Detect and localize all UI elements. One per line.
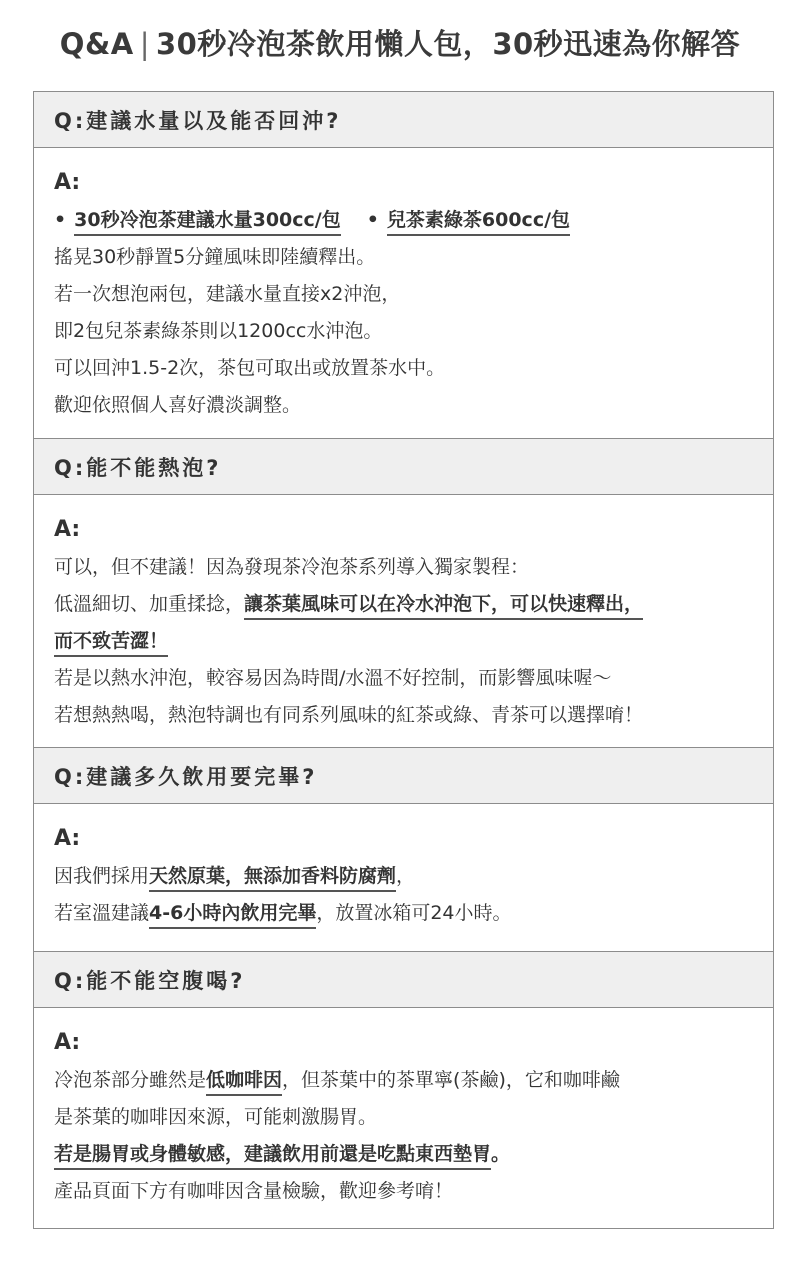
answer-line: 低溫細切、加重揉捻，讓茶葉風味可以在冷水沖泡下，可以快速釋出，	[54, 586, 753, 623]
answer-hot-brew	[34, 495, 773, 748]
answer-line: 即2包兒茶素綠茶則以1200cc水沖泡。	[54, 320, 383, 342]
answer-label: A:	[54, 1030, 81, 1055]
answer-label: A:	[54, 826, 81, 851]
highlight-text: 讓茶葉風味可以在冷水沖泡下，可以快速釋出，	[244, 593, 643, 620]
title-text: 30秒冷泡茶飲用懶人包，30秒迅速為你解答	[155, 27, 741, 61]
answer-line: 是茶葉的咖啡因來源，可能刺激腸胃。	[54, 1106, 378, 1128]
answer-line: 歡迎依照個人喜好濃淡調整。	[54, 394, 302, 416]
bullet-item: • 30秒冷泡茶建議水量300cc/包	[54, 202, 341, 239]
highlight-text: 低咖啡因	[206, 1069, 282, 1096]
question-water-amount: Q:建議水量以及能否回沖?	[34, 92, 773, 148]
answer-line: 若一次想泡兩包，建議水量直接x2沖泡，	[54, 283, 401, 305]
answer-label: A:	[54, 170, 81, 195]
highlight-text: 而不致苦澀！	[54, 630, 168, 657]
answer-line: 因我們採用天然原葉，無添加香料防腐劑，	[54, 858, 753, 895]
answer-label: A:	[54, 517, 81, 542]
answer-line: 若室溫建議4-6小時內飲用完畢，放置冰箱可24小時。	[54, 895, 753, 932]
answer-line: 若是腸胃或身體敏感，建議飲用前還是吃點東西墊胃。	[54, 1136, 753, 1173]
highlight-text: 天然原葉，無添加香料防腐劑	[149, 865, 396, 892]
answer-line	[54, 623, 753, 660]
highlight-text: 若是腸胃或身體敏感，建議飲用前還是吃點東西墊胃	[54, 1143, 491, 1170]
answer-line: 若是以熱水沖泡，較容易因為時間/水溫不好控制，而影響風味喔～	[54, 667, 612, 689]
answer-line: 搖晃30秒靜置5分鐘風味即陸續釋出。	[54, 246, 376, 268]
title-separator: |	[139, 27, 150, 61]
answer-line: 若想熱熱喝，熱泡特調也有同系列風味的紅茶或綠、青茶可以選擇唷！	[54, 704, 644, 726]
answer-line: 可以，但不建議！因為發現茶冷泡茶系列導入獨家製程：	[54, 556, 530, 578]
question-hot-brew: Q:能不能熱泡?	[34, 439, 773, 495]
title-qa: Q&A	[59, 27, 134, 61]
answer-line: 產品頁面下方有咖啡因含量檢驗，歡迎參考唷！	[54, 1180, 454, 1202]
bullet-list	[54, 202, 753, 239]
answer-water-amount	[34, 148, 773, 439]
bullet-item: • 兒茶素綠茶600cc/包	[367, 202, 570, 239]
answer-empty-stomach	[34, 1008, 773, 1229]
question-empty-stomach: Q:能不能空腹喝?	[34, 952, 773, 1008]
qa-table	[33, 91, 774, 1229]
answer-line: 冷泡茶部分雖然是低咖啡因，但茶葉中的茶單寧(茶鹼)，它和咖啡鹼	[54, 1062, 753, 1099]
highlight-text: 4-6小時內飲用完畢	[149, 902, 316, 929]
page-title	[0, 22, 800, 63]
answer-consume-time	[34, 804, 773, 952]
answer-line: 可以回沖1.5-2次，茶包可取出或放置茶水中。	[54, 357, 446, 379]
question-consume-time: Q:建議多久飲用要完畢?	[34, 748, 773, 804]
